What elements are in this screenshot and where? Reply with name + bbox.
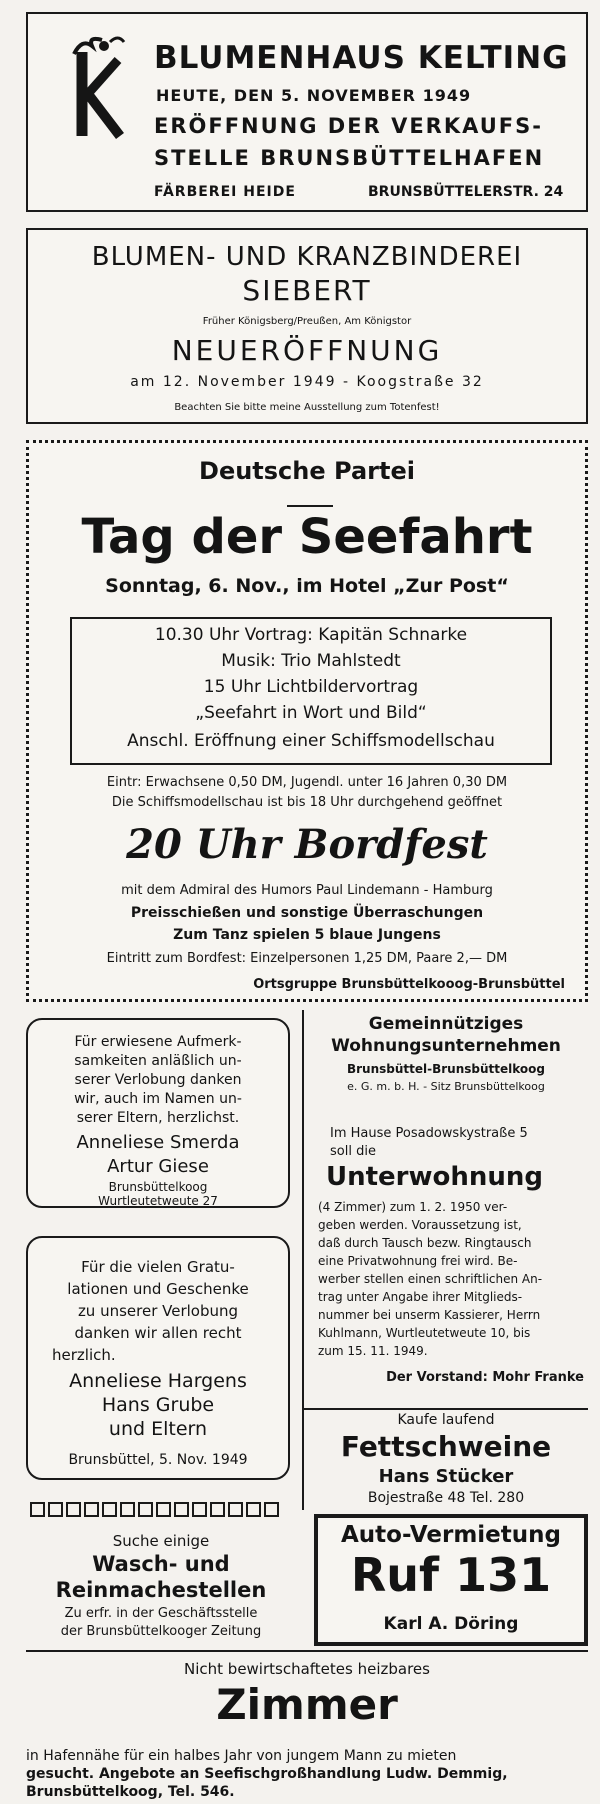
body-line: nummer bei unserm Kassierer, Herrn [318, 1308, 541, 1322]
opening-hours: Die Schiffsmodellschau ist bis 18 Uhr durchgehend geöffnet [111, 795, 503, 810]
program-line: 10.30 Uhr Vortrag: Kapitän Schnarke [154, 625, 468, 645]
text-line: Für die vielen Gratu- [81, 1258, 235, 1276]
ad-wasch-reinmachestellen [26, 1498, 296, 1646]
org-line-2: Wohnungsunternehmen [331, 1036, 561, 1056]
buy-line: Kaufe laufend [397, 1412, 495, 1428]
footer-left: FÄRBEREI HEIDE [154, 184, 296, 200]
org-line-3: Brunsbüttel-Brunsbüttelkoog [346, 1062, 546, 1076]
local-group: Ortsgruppe Brunsbüttelkooog-Brunsbüttel [253, 977, 565, 992]
extra-line-2: Zum Tanz spielen 5 blaue Jungens [173, 927, 441, 943]
place-date: Brunsbüttel, 5. Nov. 1949 [68, 1452, 248, 1468]
text-line: samkeiten anläßlich un- [74, 1053, 242, 1069]
buyer-address: Bojestraße 48 Tel. 280 [367, 1490, 525, 1506]
body-line: Kuhlmann, Wurtleutetweute 10, bis [318, 1326, 531, 1340]
body-line: eine Privatwohnung frei wird. Be- [318, 1254, 518, 1268]
ad-blumenhaus-kelting [26, 12, 588, 212]
text-line: zu unserer Verlobung [77, 1302, 239, 1320]
name-2: Hans Grube [101, 1394, 215, 1416]
shop-name: BLUMENHAUS KELTING [154, 40, 569, 76]
wasch-headline-2: Reinmachestellen [55, 1578, 267, 1602]
program-line: Musik: Trio Mahlstedt [221, 651, 401, 671]
footer-right: BRUNSBÜTTELERSTR. 24 [368, 184, 564, 200]
seefahrt-headline: Tag der Seefahrt [81, 509, 533, 565]
body-line: (4 Zimmer) zum 1. 2. 1950 ver- [318, 1200, 508, 1214]
party-name: Deutsche Partei [199, 457, 415, 485]
siebert-title-2: SIEBERT [242, 274, 372, 307]
text-line: lationen und Geschenke [67, 1280, 249, 1298]
name-3: und Eltern [108, 1418, 208, 1440]
siebert-title-1: BLUMEN- UND KRANZBINDEREI [91, 242, 523, 272]
ad-verlobung-smerda-giese [26, 1018, 290, 1208]
intro-line-2: soll die [330, 1144, 376, 1159]
body-line: werber stellen einen schriftlichen An- [318, 1272, 543, 1286]
seek-line: Suche einige [112, 1532, 210, 1550]
siebert-note: Beachten Sie bitte meine Ausstellung zum Totenfest! [174, 402, 440, 413]
text-line: herzlich. [52, 1346, 116, 1364]
opening-line-2: STELLE BRUNSBÜTTELHAFEN [154, 146, 545, 170]
kelting-logo-icon [68, 32, 128, 142]
auto-line: Auto-Vermietung [341, 1522, 561, 1548]
program-box [70, 617, 552, 765]
auto-owner: Karl A. Döring [383, 1614, 519, 1634]
zimmer-headline: Zimmer [216, 1680, 398, 1729]
text-line: serer Eltern, herzlichst. [76, 1110, 240, 1126]
text-line: serer Verlobung danken [74, 1072, 242, 1088]
zimmer-body-line: in Hafennähe für ein halbes Jahr von jungem Mann zu mieten [26, 1748, 457, 1764]
opening-line-1: ERÖFFNUNG DER VERKAUFS- [154, 114, 543, 138]
zimmer-body-line: gesucht. Angebote an Seefischgroßhandlung Ludw. Demmig, [26, 1766, 508, 1782]
inquiry-line-1: Zu erfr. in der Geschäftsstelle [64, 1606, 258, 1621]
intro-line-1: Im Hause Posadowskystraße 5 [330, 1126, 528, 1141]
extra-line-1: Preisschießen und sonstige Überraschungen [130, 905, 484, 921]
siebert-date-line: am 12. November 1949 - Koogstraße 32 [130, 374, 484, 390]
entry-fees: Eintr: Erwachsene 0,50 DM, Jugendl. unter 16 Jahren 0,30 DM [106, 775, 508, 790]
program-line: „Seefahrt in Wort und Bild“ [195, 703, 427, 723]
ad-verlobung-hargens-grube [26, 1236, 290, 1480]
divider [304, 1408, 588, 1410]
bordfest-headline: 20 Uhr Bordfest [126, 821, 488, 868]
seefahrt-subline: Sonntag, 6. Nov., im Hotel „Zur Post“ [105, 575, 509, 597]
divider [287, 505, 333, 507]
bordfest-fee: Eintritt zum Bordfest: Einzelpersonen 1,25 DM, Paare 2,— DM [106, 951, 508, 966]
org-line-4: e. G. m. b. H. - Sitz Brunsbüttelkoog [347, 1080, 545, 1093]
admiral-line: mit dem Admiral des Humors Paul Lindemann - Hamburg [121, 883, 493, 898]
text-line: Für erwiesene Aufmerk- [74, 1034, 242, 1050]
date-line: HEUTE, DEN 5. NOVEMBER 1949 [156, 86, 472, 105]
body-line: daß durch Tausch bezw. Ringtausch [318, 1236, 532, 1250]
body-line: trag unter Angabe ihrer Mitglieds- [318, 1290, 523, 1304]
text-line: wir, auch im Namen un- [74, 1091, 242, 1107]
ad-zimmer [26, 1650, 588, 1800]
ad-wohnungsunternehmen [302, 1010, 588, 1430]
ruf-headline: Ruf 131 [350, 1548, 552, 1602]
inquiry-line-2: der Brunsbüttelkooger Zeitung [60, 1624, 262, 1639]
zimmer-intro: Nicht bewirtschaftetes heizbares [184, 1660, 430, 1678]
street: Wurtleutetweute 27 [98, 1194, 218, 1208]
ad-fettschweine [302, 1412, 588, 1510]
zimmer-body-line: Brunsbüttelkoog, Tel. 546. [26, 1784, 235, 1800]
buyer-name: Hans Stücker [378, 1466, 514, 1487]
name-2: Artur Giese [107, 1156, 209, 1177]
body-line: zum 15. 11. 1949. [318, 1344, 428, 1358]
body-line: geben werden. Voraussetzung ist, [318, 1218, 522, 1232]
unterwohnung-headline: Unterwohnung [326, 1162, 544, 1192]
ad-auto-vermietung [314, 1514, 588, 1646]
name-1: Anneliese Smerda [76, 1132, 240, 1153]
fettschweine-headline: Fettschweine [340, 1430, 552, 1463]
board-signature: Der Vorstand: Mohr Franke [386, 1370, 584, 1385]
place: Brunsbüttelkoog [108, 1180, 208, 1194]
name-1: Anneliese Hargens [69, 1370, 247, 1392]
siebert-formerly: Früher Königsberg/Preußen, Am Königstor [202, 316, 412, 327]
ad-siebert [26, 228, 588, 424]
box-border-decoration [30, 1502, 282, 1521]
text-line: danken wir allen recht [74, 1324, 242, 1342]
ad-tag-der-seefahrt [26, 440, 588, 1002]
program-line: Anschl. Eröffnung einer Schiffsmodellschau [127, 731, 495, 751]
program-line: 15 Uhr Lichtbildervortrag [203, 677, 419, 697]
org-line-1: Gemeinnütziges [368, 1014, 524, 1034]
wasch-headline-1: Wasch- und [92, 1552, 230, 1576]
siebert-headline: NEUERÖFFNUNG [171, 334, 443, 367]
